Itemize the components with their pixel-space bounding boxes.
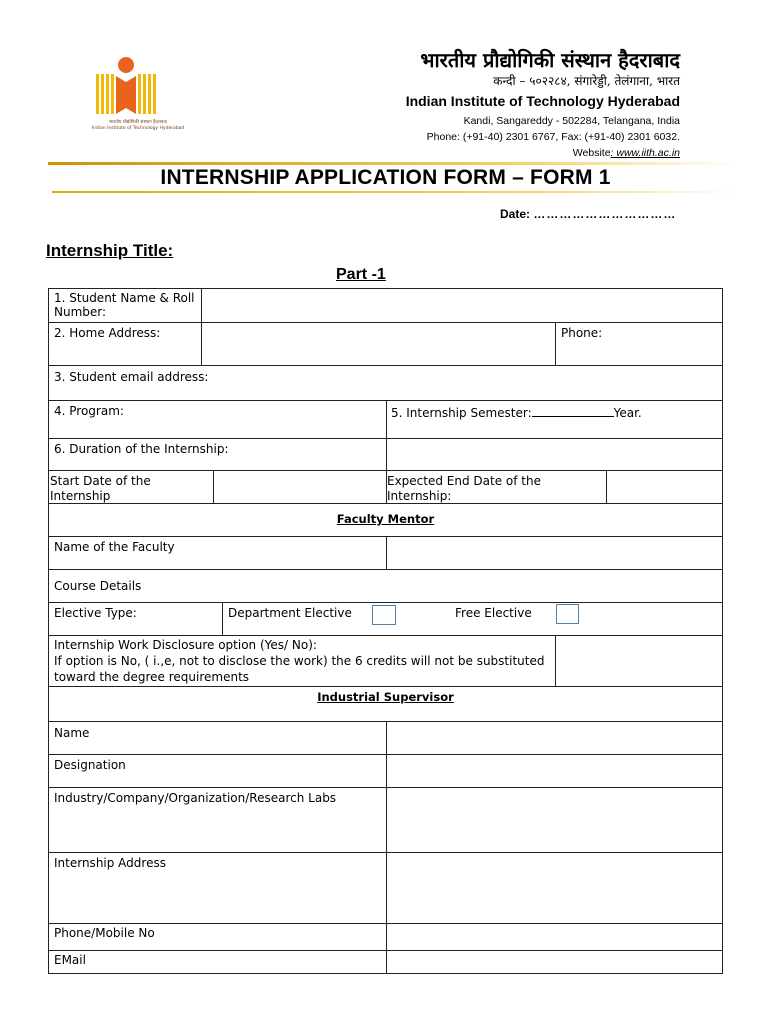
logo-caption-hindi: भारतीय प्रौद्योगिकी संस्थान हैदराबाद: [109, 120, 167, 125]
internship-address-label: Internship Address: [48, 852, 387, 924]
year-label: Year.: [613, 406, 642, 420]
start-date-label: Start Date of the Internship: [48, 470, 214, 504]
internship-semester-label: 5. Internship Semester:: [391, 406, 532, 420]
disclosure-line-3: toward the degree requirements: [54, 670, 250, 684]
organization-input[interactable]: [386, 787, 723, 853]
duration-input[interactable]: [386, 438, 723, 471]
free-elective-label: Free Elective: [455, 606, 532, 620]
home-address-input[interactable]: [201, 322, 556, 366]
date-label: Date:: [500, 207, 531, 221]
email-field[interactable]: 3. Student email address:: [48, 365, 723, 401]
semester-blank: [532, 404, 614, 417]
website-line: [573, 147, 680, 159]
department-elective-checkbox[interactable]: [372, 605, 396, 625]
internship-title-label: Internship Title:: [46, 241, 174, 260]
logo-caption: [78, 120, 198, 132]
industrial-supervisor-heading: Industrial Supervisor: [48, 686, 723, 722]
address-line: Kandi, Sangareddy - 502284, Telangana, India: [463, 115, 680, 127]
end-date-label: Expected End Date of the Internship:: [386, 470, 607, 504]
student-name-label: 1. Student Name & Roll Number:: [48, 288, 202, 323]
logo-caption-english: Indian Institute of Technology Hyderabad: [91, 126, 185, 131]
part-label: Part -1: [336, 266, 386, 283]
phone-mobile-label: Phone/Mobile No: [48, 923, 387, 951]
program-field[interactable]: 4. Program:: [48, 400, 387, 439]
faculty-name-input[interactable]: [386, 536, 723, 570]
website-label: Website: [572, 147, 611, 159]
faculty-name-label: Name of the Faculty: [48, 536, 387, 570]
hindi-address: कन्दी – ५०२२८४, संगारेड्डी, तेलंगाना, भारत: [493, 74, 680, 88]
form-title: INTERNSHIP APPLICATION FORM – FORM 1: [160, 166, 611, 189]
phone-mobile-input[interactable]: [386, 923, 723, 951]
email2-label: EMail: [48, 950, 387, 974]
free-elective-checkbox[interactable]: [556, 604, 579, 624]
duration-label: 6. Duration of the Internship:: [48, 438, 387, 471]
student-name-input[interactable]: [201, 288, 723, 323]
hindi-title: भारतीय प्रौद्योगिकी संस्थान हैदराबाद: [420, 48, 680, 72]
header-rule-top: [48, 162, 738, 165]
disclosure-line-2: If option is No, ( i.,e, not to disclose the work) the 6 credits will not be substituted: [54, 654, 545, 668]
website-link[interactable]: : www.iith.ac.in: [610, 147, 680, 159]
department-elective-label: Department Elective: [228, 606, 352, 620]
organization-label: Industry/Company/Organization/Research Labs: [48, 787, 387, 853]
header-rule-bottom: [52, 191, 738, 193]
email2-input[interactable]: [386, 950, 723, 974]
supervisor-name-label: Name: [48, 721, 387, 755]
start-date-input[interactable]: [213, 470, 387, 504]
iith-logo: [84, 56, 194, 148]
phone-label[interactable]: Phone:: [555, 322, 723, 366]
supervisor-name-input[interactable]: [386, 721, 723, 755]
institute-name: Indian Institute of Technology Hyderabad: [405, 93, 680, 109]
elective-type-label: Elective Type:: [48, 602, 223, 636]
faculty-mentor-heading: Faculty Mentor: [48, 503, 723, 537]
phone-line: Phone: (+91-40) 2301 6767, Fax: (+91-40) 2301 6032.: [426, 131, 680, 143]
date-dots: ……………………………: [533, 207, 677, 221]
course-details-field[interactable]: Course Details: [48, 569, 723, 603]
end-date-input[interactable]: [606, 470, 723, 504]
internship-address-input[interactable]: [386, 852, 723, 924]
disclosure-label: [48, 635, 556, 687]
internship-semester-field[interactable]: [386, 400, 723, 439]
designation-input[interactable]: [386, 754, 723, 788]
home-address-label: 2. Home Address:: [48, 322, 202, 366]
disclosure-line-1: Internship Work Disclosure option (Yes/ No):: [54, 638, 317, 652]
date-field[interactable]: [500, 207, 676, 221]
disclosure-input[interactable]: [555, 635, 723, 687]
designation-label: Designation: [48, 754, 387, 788]
